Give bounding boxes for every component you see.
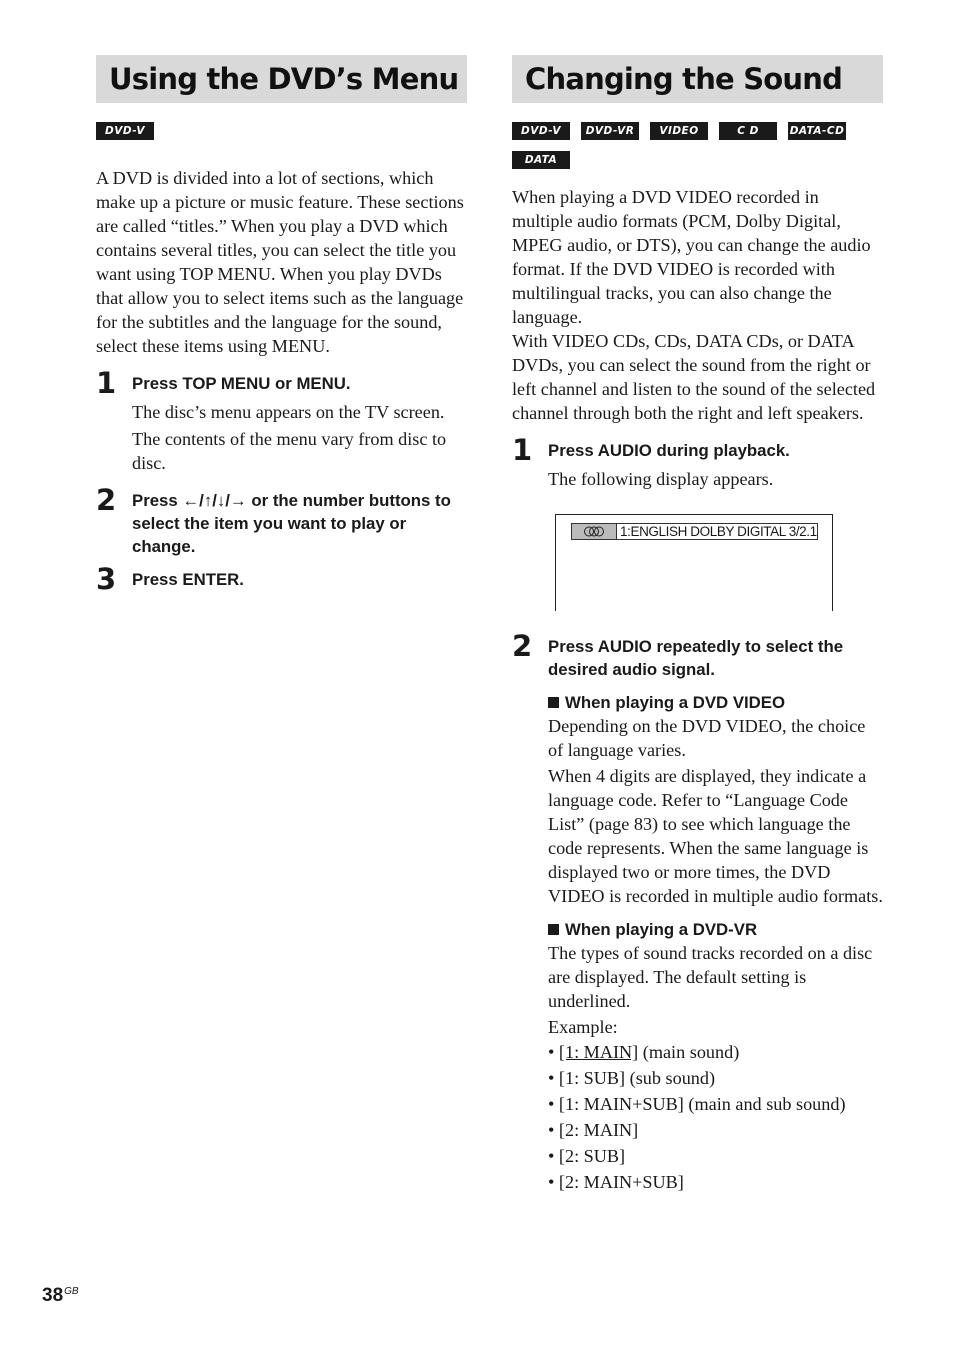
step-heading: Press TOP MENU or MENU. [132,374,351,393]
section-title-changing-sound: Changing the Sound [512,55,883,103]
badge-cd: C D [719,122,777,140]
subsection-heading-dvd-video: When playing a DVD VIDEO [548,691,883,714]
page-number: $38^{GB}$ [42,1285,79,1306]
step-heading: Press AUDIO repeatedly to select the desired audio signal. [548,637,844,679]
step-text: The following display appears. [548,469,774,489]
step-1 [512,433,883,492]
badge-dvd-vr: DVD-VR [581,122,639,140]
list-item: • [2: SUB] [548,1146,626,1166]
step-number: 1 [96,366,117,400]
intro-paragraph: When playing a DVD VIDEO recorded in multiple audio formats (PCM, Dolby Digital, MPEG audio, or DTS), you can change the audio format. If the DVD VIDEO is recorded with multilingual tracks, you can also change the language. [512,187,871,327]
audio-disc-icon [572,524,617,539]
disc-type-badges [512,122,883,184]
badge-data-cd: DATA-CD [788,122,846,140]
list-item: • [1: SUB] (sub sound) [548,1068,716,1088]
step-text: The disc’s menu appears on the TV screen. [132,402,445,422]
dvd-vr-text: The types of sound tracks recorded on a disc are displayed. The default setting is underlined. [548,943,873,1011]
right-column [512,55,883,1195]
step-number: 3 [96,562,117,596]
badge-dvd-v: DVD-V [96,122,154,140]
list-item: • [2: MAIN] [548,1120,639,1140]
step-2 [96,483,467,558]
dvd-video-text: Depending on the DVD VIDEO, the choice of language varies. [548,716,866,760]
square-bullet-icon [548,924,559,935]
step-number: 2 [96,483,117,517]
example-label: Example: [548,1017,618,1037]
subsection-heading-dvd-vr: When playing a DVD-VR [548,918,883,941]
step-heading: Press ←/↑/↓/→ or the number buttons to select the item you want to play or change. [132,491,451,556]
list-item: • [2: MAIN+SUB] [548,1172,684,1192]
step-heading: Press AUDIO during playback. [548,441,790,460]
left-column [96,55,467,596]
audio-display-text: 1:ENGLISH DOLBY DIGITAL 3/2.1 [620,524,817,539]
badge-video-cd: VIDEO CD [650,122,708,140]
step-2 [512,629,883,1195]
audio-display-bar [571,523,818,540]
badge-dvd-v: DVD-V [512,122,570,140]
step-heading: Press ENTER. [132,570,244,589]
disc-type-badges [96,122,467,140]
list-item: • [1: MAIN+SUB] (main and sub sound) [548,1094,846,1114]
step-3 [96,562,467,596]
section-title-dvd-menu: Using the DVD’s Menu [96,55,467,103]
step-number: 1 [512,433,533,467]
intro-paragraph: A DVD is divided into a lot of sections, which make up a picture or music feature. These sections are called “titles.” When you play a DVD which contains several titles, you can select the title you want using TOP MENU. When you play DVDs that allow you to select items such as the language for the subtitles and the language for the sound, select these items using MENU. [96,168,464,356]
intro-paragraph: With VIDEO CDs, CDs, DATA CDs, or DATA DVDs, you can select the sound from the right or left channel and listen to the sound of the selected channel through both the right and left speakers. [512,331,876,423]
audio-display-illustration [555,514,833,611]
step-number: 2 [512,629,533,663]
list-item: • [1: MAIN] (main sound) [548,1042,740,1062]
dvd-video-text: When 4 digits are displayed, they indicate a language code. Refer to “Language Code List” (page 83) to see which language the code represents. When the same language is displayed two or more times, the DVD VIDEO is recorded in multiple audio formats. [548,766,883,906]
step-1 [96,366,467,475]
badge-data-dvd: DATA DVD [512,151,570,169]
square-bullet-icon [548,697,559,708]
step-text: The contents of the menu vary from disc to disc. [132,429,447,473]
